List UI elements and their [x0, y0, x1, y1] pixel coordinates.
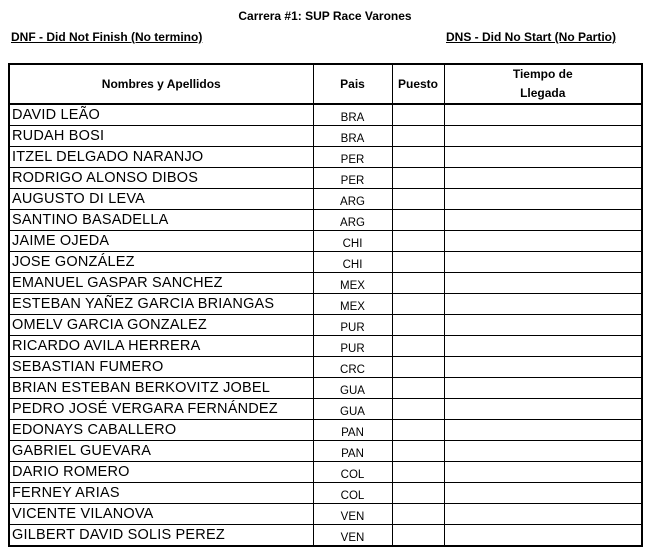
athlete-name-cell: JAIME OJEDA: [9, 231, 313, 252]
table-row: [9, 210, 642, 231]
country-cell: PUR: [313, 315, 392, 336]
position-cell[interactable]: [392, 357, 444, 378]
race-results-table: [8, 63, 643, 547]
time-cell[interactable]: [444, 189, 642, 210]
time-cell[interactable]: [444, 273, 642, 294]
athlete-name-cell: JOSE GONZÁLEZ: [9, 252, 313, 273]
table-body: [9, 104, 642, 546]
table-row: [9, 420, 642, 441]
table-row: [9, 357, 642, 378]
athlete-name-cell: ESTEBAN YAÑEZ GARCIA BRIANGAS: [9, 294, 313, 315]
athlete-name-cell: EDONAYS CABALLERO: [9, 420, 313, 441]
athlete-name-cell: OMELV GARCIA GONZALEZ: [9, 315, 313, 336]
table-row: [9, 441, 642, 462]
table-row: [9, 252, 642, 273]
country-cell: COL: [313, 462, 392, 483]
position-cell[interactable]: [392, 252, 444, 273]
athlete-name-cell: SEBASTIAN FUMERO: [9, 357, 313, 378]
athlete-name-cell: GABRIEL GUEVARA: [9, 441, 313, 462]
position-cell[interactable]: [392, 231, 444, 252]
athlete-name-cell: ITZEL DELGADO NARANJO: [9, 147, 313, 168]
time-cell[interactable]: [444, 336, 642, 357]
column-header-position: Puesto: [392, 64, 444, 104]
position-cell[interactable]: [392, 420, 444, 441]
time-cell[interactable]: [444, 525, 642, 547]
table-row: [9, 315, 642, 336]
time-cell[interactable]: [444, 357, 642, 378]
time-cell[interactable]: [444, 147, 642, 168]
dnf-note: DNF - Did Not Finish (No termino): [11, 30, 203, 44]
time-cell[interactable]: [444, 483, 642, 504]
athlete-name-cell: PEDRO JOSÉ VERGARA FERNÁNDEZ: [9, 399, 313, 420]
time-cell[interactable]: [444, 231, 642, 252]
time-cell[interactable]: [444, 504, 642, 525]
country-cell: CHI: [313, 231, 392, 252]
table-row: [9, 378, 642, 399]
column-header-country: Pais: [313, 64, 392, 104]
country-cell: BRA: [313, 126, 392, 147]
position-cell[interactable]: [392, 294, 444, 315]
position-cell[interactable]: [392, 210, 444, 231]
position-cell[interactable]: [392, 315, 444, 336]
column-header-time-line2: Llegada: [520, 86, 566, 100]
athlete-name-cell: VICENTE VILANOVA: [9, 504, 313, 525]
table-row: [9, 168, 642, 189]
athlete-name-cell: AUGUSTO DI LEVA: [9, 189, 313, 210]
table-row: [9, 147, 642, 168]
position-cell[interactable]: [392, 104, 444, 126]
table-row: [9, 104, 642, 126]
athlete-name-cell: RUDAH BOSI: [9, 126, 313, 147]
country-cell: GUA: [313, 399, 392, 420]
table-row: [9, 126, 642, 147]
athlete-name-cell: RICARDO AVILA HERRERA: [9, 336, 313, 357]
position-cell[interactable]: [392, 504, 444, 525]
time-cell[interactable]: [444, 210, 642, 231]
time-cell[interactable]: [444, 462, 642, 483]
country-cell: COL: [313, 483, 392, 504]
athlete-name-cell: SANTINO BASADELLA: [9, 210, 313, 231]
country-cell: CRC: [313, 357, 392, 378]
athlete-name-cell: FERNEY ARIAS: [9, 483, 313, 504]
time-cell[interactable]: [444, 104, 642, 126]
country-cell: CHI: [313, 252, 392, 273]
position-cell[interactable]: [392, 189, 444, 210]
country-cell: MEX: [313, 273, 392, 294]
position-cell[interactable]: [392, 273, 444, 294]
position-cell[interactable]: [392, 147, 444, 168]
country-cell: PAN: [313, 441, 392, 462]
time-cell[interactable]: [444, 315, 642, 336]
athlete-name-cell: RODRIGO ALONSO DIBOS: [9, 168, 313, 189]
time-cell[interactable]: [444, 420, 642, 441]
table-row: [9, 189, 642, 210]
time-cell[interactable]: [444, 378, 642, 399]
table-row: [9, 231, 642, 252]
position-cell[interactable]: [392, 168, 444, 189]
column-header-time-line1: Tiempo de: [512, 67, 573, 81]
country-cell: PER: [313, 147, 392, 168]
dns-note: DNS - Did No Start (No Partio): [446, 30, 616, 44]
country-cell: BRA: [313, 104, 392, 126]
column-header-time: [444, 64, 642, 104]
position-cell[interactable]: [392, 462, 444, 483]
table-row: [9, 399, 642, 420]
athlete-name-cell: BRIAN ESTEBAN BERKOVITZ JOBEL: [9, 378, 313, 399]
position-cell[interactable]: [392, 525, 444, 547]
table-row: [9, 294, 642, 315]
time-cell[interactable]: [444, 168, 642, 189]
position-cell[interactable]: [392, 441, 444, 462]
table-row: [9, 273, 642, 294]
athlete-name-cell: DARIO ROMERO: [9, 462, 313, 483]
table-header-row: [9, 64, 642, 104]
table-row: [9, 336, 642, 357]
country-cell: GUA: [313, 378, 392, 399]
country-cell: VEN: [313, 504, 392, 525]
time-cell[interactable]: [444, 399, 642, 420]
athlete-name-cell: DAVID LEÃO: [9, 104, 313, 126]
time-cell[interactable]: [444, 126, 642, 147]
country-cell: PER: [313, 168, 392, 189]
country-cell: PAN: [313, 420, 392, 441]
table-row: [9, 483, 642, 504]
page-title: Carrera #1: SUP Race Varones: [238, 9, 412, 23]
time-cell[interactable]: [444, 294, 642, 315]
country-cell: ARG: [313, 210, 392, 231]
athlete-name-cell: GILBERT DAVID SOLIS PEREZ: [9, 525, 313, 547]
position-cell[interactable]: [392, 378, 444, 399]
athlete-name-cell: EMANUEL GASPAR SANCHEZ: [9, 273, 313, 294]
country-cell: VEN: [313, 525, 392, 547]
column-header-name: Nombres y Apellidos: [9, 64, 313, 104]
position-cell[interactable]: [392, 126, 444, 147]
position-cell[interactable]: [392, 399, 444, 420]
time-cell[interactable]: [444, 441, 642, 462]
time-cell[interactable]: [444, 252, 642, 273]
position-cell[interactable]: [392, 483, 444, 504]
position-cell[interactable]: [392, 336, 444, 357]
country-cell: ARG: [313, 189, 392, 210]
country-cell: MEX: [313, 294, 392, 315]
table-row: [9, 504, 642, 525]
country-cell: PUR: [313, 336, 392, 357]
table-row: [9, 525, 642, 547]
table-row: [9, 462, 642, 483]
